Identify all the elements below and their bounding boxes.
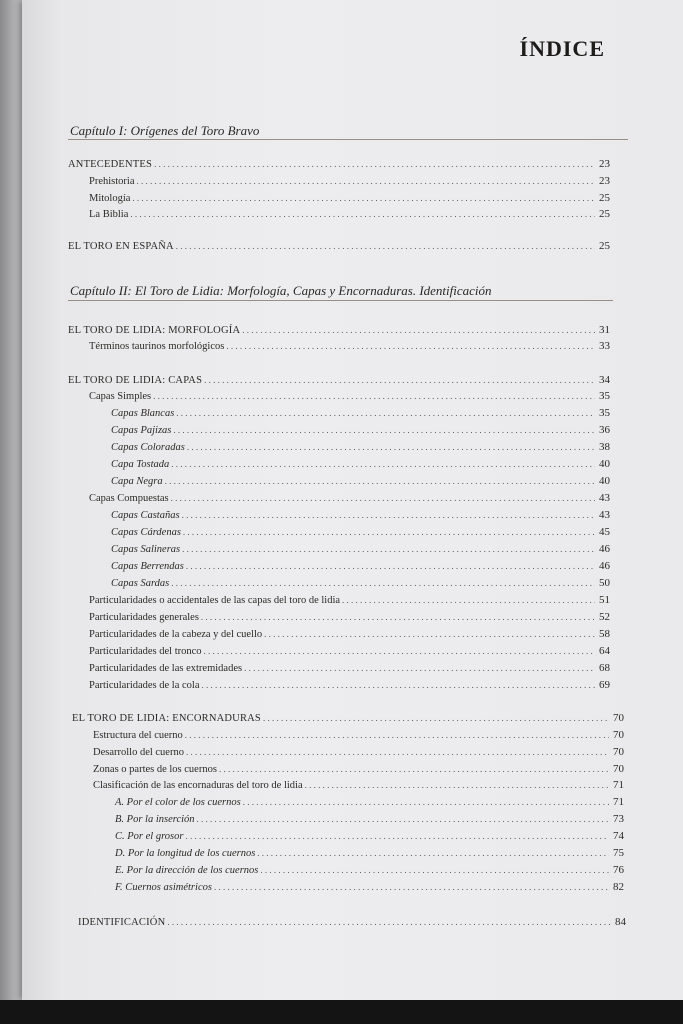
toc-entry [115,796,624,812]
toc-entry [89,492,610,508]
dot-leader [257,848,609,858]
toc-entry-label: Capas Sardas [111,578,170,589]
toc-entry-label: Capas Cárdenas [111,527,181,538]
dot-leader [167,917,611,927]
toc-entry-page-number: 51 [599,594,610,606]
toc-entry-page-number: 25 [599,240,610,252]
toc-entry-page-number: 40 [599,458,610,470]
dot-leader [204,375,595,385]
book-page [22,0,683,1000]
toc-entry-page-number: 70 [613,763,624,775]
toc-entry-label: E. Por la dirección de los cuernos [115,865,259,876]
dot-leader [197,814,609,824]
toc-entry [89,594,610,610]
toc-entry-label: Capas Pajizas [111,425,172,436]
chapter-1-heading: Capítulo I: Orígenes del Toro Bravo [70,123,260,138]
toc-entry-page-number: 46 [599,560,610,572]
toc-entry-label: Capas Blancas [111,408,175,419]
toc-entry [78,916,626,932]
dot-leader [243,797,609,807]
toc-entry [93,746,624,762]
toc-entry [115,847,624,863]
toc-entry [89,611,610,627]
dot-leader [165,476,595,486]
toc-entry-page-number: 35 [599,390,610,402]
toc-entry-page-number: 75 [613,847,624,859]
toc-entry [89,628,610,644]
toc-entry-label: B. Por la inserción [115,814,195,825]
toc-entry-page-number: 70 [613,729,624,741]
toc-entry-label: D. Por la longitud de los cuernos [115,848,256,859]
toc-entry-page-number: 52 [599,611,610,623]
toc-entry-page-number: 43 [599,492,610,504]
toc-entry-page-number: 76 [613,864,624,876]
toc-entry [89,390,610,406]
toc-entry-label: Términos taurinos morfológicos [89,341,225,352]
dot-leader [260,865,609,875]
toc-entry-page-number: 58 [599,628,610,640]
toc-entry-label: Particularidades de la cabeza y del cuello [89,629,263,640]
dot-leader [242,325,595,335]
toc-entry-label: Capas Berrendas [111,561,184,572]
toc-entry [89,662,610,678]
dot-leader [219,764,609,774]
toc-entry [89,208,610,224]
dot-leader [185,831,609,841]
toc-entry-label: Estructura del cuerno [93,730,183,741]
toc-entry-page-number: 68 [599,662,610,674]
dot-leader [171,578,595,588]
page-spine-edge [0,0,22,1000]
dot-leader [183,527,595,537]
toc-entry-page-number: 33 [599,340,610,352]
toc-entry [68,324,610,340]
toc-entry-page-number: 23 [599,158,610,170]
chapter-2-heading: Capítulo II: El Toro de Lidia: Morfología, Capas y Encornaduras. Identificación [70,283,492,298]
toc-entry [68,158,610,174]
dot-leader [263,713,609,723]
toc-entry-page-number: 71 [613,796,624,808]
toc-entry [93,779,624,795]
toc-entry-label: Capas Castañas [111,510,180,521]
toc-entry [111,577,610,593]
toc-entry-page-number: 84 [615,916,626,928]
toc-entry-label: Capa Tostada [111,459,170,470]
toc-entry-label: F. Cuernos asimétricos [115,882,212,893]
toc-entry-label: Capas Simples [89,391,152,402]
toc-entry [89,175,610,191]
dot-leader [171,459,595,469]
toc-entry [111,526,610,542]
toc-entry-page-number: 70 [613,746,624,758]
toc-entry-label: A. Por el color de los cuernos [115,797,241,808]
toc-entry [111,407,610,423]
dot-leader [204,646,595,656]
toc-entry-label: C. Por el grosor [115,831,184,842]
toc-entry [68,240,610,256]
dot-leader [244,663,595,673]
toc-entry-label: Particularidades de la cola [89,680,200,691]
dot-leader [342,595,595,605]
toc-entry [115,864,624,880]
toc-entry-label: EL TORO DE LIDIA: CAPAS [68,375,203,386]
toc-entry-page-number: 36 [599,424,610,436]
dot-leader [153,391,595,401]
index-title: ÍNDICE [519,36,605,61]
toc-entry-page-number: 46 [599,543,610,555]
toc-entry-label: Capas Salineras [111,544,181,555]
toc-entry-page-number: 43 [599,509,610,521]
toc-entry-page-number: 25 [599,192,610,204]
toc-entry-page-number: 64 [599,645,610,657]
toc-entry-page-number: 34 [599,374,610,386]
dot-leader [130,209,595,219]
toc-entry [89,645,610,661]
toc-entry-page-number: 69 [599,679,610,691]
toc-entry-label: Particularidades o accidentales de las capas del toro de lidia [89,595,341,606]
toc-entry-page-number: 31 [599,324,610,336]
toc-entry-page-number: 50 [599,577,610,589]
toc-entry-label: Particularidades de las extremidades [89,663,243,674]
toc-entry-label: Desarrollo del cuerno [93,747,184,758]
toc-entry-page-number: 73 [613,813,624,825]
toc-entry-label: Particularidades generales [89,612,199,623]
toc-entry [93,763,624,779]
toc-entry [115,881,624,897]
dot-leader [264,629,595,639]
toc-entry-label: EL TORO DE LIDIA: ENCORNADURAS [72,713,261,724]
toc-entry [72,712,624,728]
toc-entry-page-number: 35 [599,407,610,419]
toc-entries [22,0,683,1000]
toc-entry [111,424,610,440]
table-surface [0,1000,683,1024]
toc-entry [111,543,610,559]
toc-entry-label: IDENTIFICACIÓN [78,917,166,928]
toc-entry-page-number: 23 [599,175,610,187]
toc-entry-label: Zonas o partes de los cuernos [93,764,217,775]
toc-entry-label: La Biblia [89,209,129,220]
toc-entry-page-number: 82 [613,881,624,893]
toc-entry [89,192,610,208]
toc-entry [111,441,610,457]
toc-entry-label: Mitología [89,193,131,204]
toc-entry [115,813,624,829]
dot-leader [176,408,595,418]
dot-leader [226,341,595,351]
dot-leader [132,193,595,203]
dot-leader [186,561,595,571]
toc-entry-label: ANTECEDENTES [68,159,153,170]
toc-entry-label: Particularidades del tronco [89,646,202,657]
toc-entry-page-number: 74 [613,830,624,842]
toc-entry-page-number: 25 [599,208,610,220]
toc-entry-label: EL TORO EN ESPAÑA [68,241,174,252]
toc-entry [89,679,610,695]
toc-entry-label: Prehistoria [89,176,135,187]
dot-leader [182,544,595,554]
dot-leader [173,425,595,435]
toc-entry [115,830,624,846]
dot-leader [186,747,609,757]
toc-entry-page-number: 71 [613,779,624,791]
dot-leader [182,510,595,520]
toc-entry-page-number: 45 [599,526,610,538]
toc-entry-label: Capas Compuestas [89,493,169,504]
dot-leader [154,159,595,169]
toc-entry-label: EL TORO DE LIDIA: MORFOLOGÍA [68,325,241,336]
dot-leader [185,730,609,740]
toc-entry-label: Capa Negra [111,476,163,487]
toc-entry [111,560,610,576]
dot-leader [137,176,596,186]
toc-entry-page-number: 40 [599,475,610,487]
dot-leader [214,882,609,892]
toc-entry [89,340,610,356]
toc-entry-page-number: 38 [599,441,610,453]
toc-entry-page-number: 70 [613,712,624,724]
dot-leader [171,493,595,503]
toc-entry [111,509,610,525]
toc-entry-label: Capas Coloradas [111,442,185,453]
toc-entry [111,475,610,491]
dot-leader [305,780,609,790]
dot-leader [176,241,595,251]
toc-entry-label: Clasificación de las encornaduras del toro de lidia [93,780,303,791]
toc-entry [111,458,610,474]
toc-entry [93,729,624,745]
dot-leader [187,442,595,452]
toc-entry [68,374,610,390]
dot-leader [202,680,596,690]
dot-leader [201,612,595,622]
